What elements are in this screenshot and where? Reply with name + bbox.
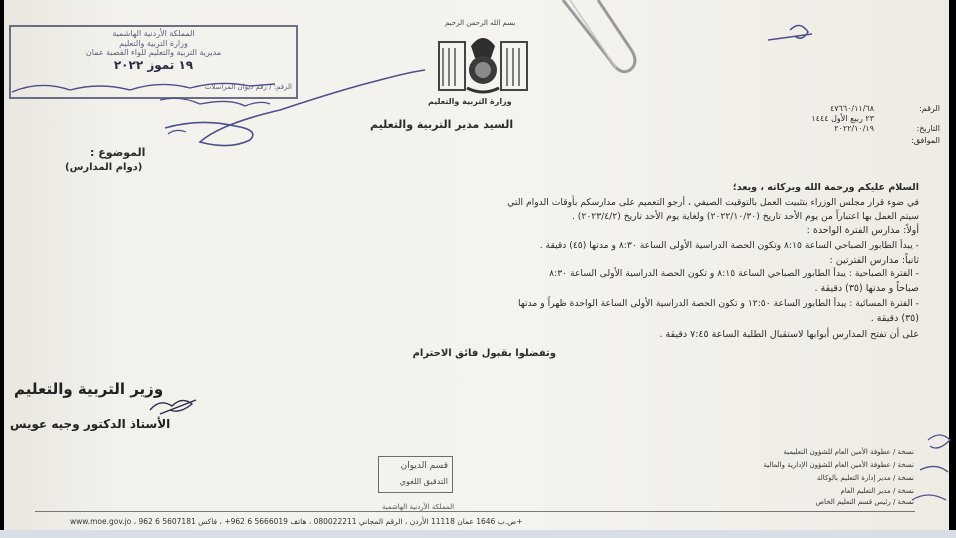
cc-line-4: نسخة / مدير التعليم العام: [840, 487, 914, 495]
stamp-date: ١٩ تموز ٢٠٢٢: [113, 58, 194, 72]
margin-scribble: [912, 435, 950, 500]
morning-shift-line-2: صباحاً و مدتها (٣٥) دقيقة .: [814, 283, 919, 294]
morning-shift-line-1: - الفترة الصباحية : يبدأ الطابور الصباحي الساعة ٨:١٥ و تكون الحصة الدراسية الأولى الساعة ٨:٣٠: [549, 268, 919, 279]
gregorian-date: ٢٠٢٢/١٠/١٩: [834, 124, 874, 133]
number-value: ٤٧٦٦٠/١١/٦٨: [829, 104, 874, 113]
signature-name: الأستاذ الدكتور وجيه عويس: [10, 417, 171, 431]
stamp-ref: الرقم: / رقم ديوان المراسلات: [204, 83, 292, 91]
archive-stamp-line-2: التدقيق اللغوي: [399, 477, 448, 486]
ministry-name: وزارة التربية والتعليم: [428, 97, 512, 106]
initials-scribble: [768, 25, 812, 40]
footer-contact: www.moe.gov.jo ، ص.ب 1646 عمان 11118 الأردن ، الرقم المجاني 080022211 ، هاتف 5666019 6 962+ ، فاكس 5607181 6 962+: [70, 517, 523, 526]
stamp-line-1: المملكة الأردنية الهاشمية: [112, 29, 195, 38]
hijri-date: ٢٣ ربيع الأول ١٤٤٤: [811, 114, 874, 123]
number-label: الرقم:: [919, 104, 940, 113]
minister-signature: [150, 400, 196, 414]
handwritten-note-1: [12, 83, 275, 92]
subject-value: (دوام المدارس): [65, 162, 143, 173]
evening-shift-line-2: (٣٥) دقيقة .: [870, 313, 919, 324]
greeting: السلام عليكم ورحمة الله وبركاته ، وبعد؛: [732, 182, 919, 193]
agree-label: الموافق:: [911, 136, 940, 145]
section-one-heading: أولاً: مدارس الفترة الواحدة :: [806, 225, 919, 236]
addressee: السيد مدير التربية والتعليم: [370, 118, 514, 131]
footer-country: المملكة الأردنية الهاشمية: [382, 503, 455, 511]
basmala: بسم الله الرحمن الرحيم: [445, 19, 516, 27]
section-one-item: - يبدأ الطابور الصباحي الساعة ٨:١٥ وتكون الحصة الدراسية الأولى الساعة ٨:٣٠ و مدتها (٤٥) دقيقة .: [539, 240, 919, 251]
date-label: التاريخ:: [916, 124, 940, 133]
section-two-heading: ثانياً: مدارس الفترتين :: [829, 255, 919, 266]
subject-label: الموضوع :: [90, 146, 146, 159]
paper-clip-icon: [563, 0, 635, 72]
stamp-line-3: مديرية التربية والتعليم للواء القصبة عمان: [85, 48, 222, 57]
handwritten-flourish: [165, 70, 425, 146]
paragraph-line-1: في ضوء قرار مجلس الوزراء بتثبيت العمل بالتوقيت الصيفي ، أرجو التعميم على مدارسكم بأوقات الدوام التي: [507, 197, 919, 208]
archive-stamp-line-1: قسم الديوان: [400, 461, 448, 471]
signature-title: وزير التربية والتعليم: [14, 380, 164, 398]
paragraph-line-2: سيتم العمل بها اعتباراً من يوم الأحد تاريخ (٢٠٢٢/١٠/٣٠) ولغاية يوم الأحد تاريخ (٢٠٢٣/٤/٢) .: [571, 211, 919, 222]
handwritten-note-2: [160, 98, 270, 106]
opening-note: على أن تفتح المدارس أبوابها لاستقبال الطلبة الساعة ٧:٤٥ دقيقة .: [659, 329, 919, 340]
stamp-line-2: وزارة التربية والتعليم: [119, 39, 188, 48]
evening-shift-line-1: - الفترة المسائية : يبدأ الطابور الساعة ١٢:٥٠ و تكون الحصة الدراسية الأولى الساعة الواحدة ظهراً و مدتها: [517, 298, 919, 309]
cc-line-2: نسخة / عطوفة الأمين العام للشؤون الإدارية والمالية: [763, 461, 914, 469]
cc-line-3: نسخة / مدير إدارة التعليم بالوكالة: [816, 474, 914, 482]
cc-line-1: نسخة / عطوفة الأمين العام للشؤون التعليمية: [783, 448, 914, 456]
closing: وتفضلوا بقبول فائق الاحترام: [412, 348, 556, 359]
cc-line-5: نسخة / رئيس قسم التعليم الخاص: [815, 498, 914, 506]
